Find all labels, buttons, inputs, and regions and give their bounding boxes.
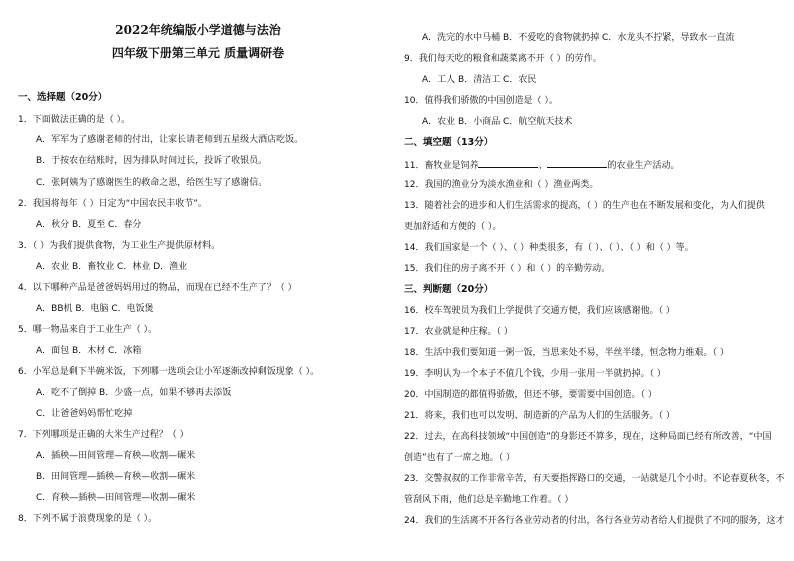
- section-heading-fill: 二、填空题（13分）: [404, 137, 494, 148]
- question-1-option-b: B．于按农在结账时，因为排队时间过长，投诉了收银员。: [36, 156, 268, 166]
- question-21: 21．将来，我们也可以发明、制造新的产品为人们的生活服务。（ ）: [404, 411, 675, 421]
- question-23-line2: 管刮风下雨，他们总是辛勤地工作着。（ ）: [404, 495, 574, 505]
- question-23-line1: 23．交警叔叔的工作非常辛苦，有天要指挥路口的交通，一站就是几个小时。不论春夏秋冬，不: [404, 474, 785, 484]
- question-7-option-a: A．插秧—田间管理—育秧—收割—碾米: [36, 451, 196, 461]
- question-13-line1: 13．随着社会的进步和人们生活需求的提高，（ ）的生产也在不断发展和变化，为人们提供: [404, 201, 765, 211]
- question-1: 1．下面做法正确的是（ ）。: [18, 115, 131, 125]
- question-3: 3．（ ）为我们提供食物，为工业生产提供原材料。: [18, 241, 221, 251]
- question-9: 9．我们每天吃的粮食和蔬菜离不开（ ）的劳作。: [404, 54, 602, 64]
- question-11-part3: 的农业生产活动。: [607, 161, 680, 171]
- section-heading-choice: 一、选择题（20分）: [18, 92, 108, 103]
- question-18: 18．生活中我们要知道一粥一饭，当思来处不易，半丝半缕，恒念物力维艰。（ ）: [404, 348, 729, 358]
- question-10-options: A．农业 B．小商品 C．航空航天技术: [422, 117, 573, 127]
- section-heading-judge: 三、判断题（20分）: [404, 284, 494, 295]
- question-6: 6．小军总是剩下半碗米饭，下列哪一选项会让小军逐渐改掉剩饭现象（ ）。: [18, 367, 320, 377]
- question-12: 12．我国的渔业分为淡水渔业和（ ）渔业两类。: [404, 180, 599, 190]
- question-4-options: A．BB机 B．电脑 C．电饭煲: [36, 304, 154, 314]
- question-13-line2: 更加舒适和方便的（ ）。: [404, 222, 502, 232]
- question-7-option-b: B．田间管理—插秧—育秧—收割—碾米: [36, 472, 196, 482]
- question-11: [404, 158, 679, 172]
- question-15: 15．我们住的房子离不开（ ）和（ ）的辛勤劳动。: [404, 264, 611, 274]
- answer-blank[interactable]: [478, 158, 538, 168]
- question-11-part2: 、: [538, 161, 548, 171]
- question-5: 5．哪一物品来自于工业生产（ ）。: [18, 325, 158, 335]
- question-22-line2: 创造”也有了一席之地。（ ）: [404, 453, 516, 463]
- question-7: 7．下列哪项是正确的大米生产过程？（ ）: [18, 430, 189, 440]
- question-8: 8．下列不属于浪费现象的是（ ）。: [18, 514, 158, 524]
- question-6-options-ab: A．吃不了倒掉 B．少盛一点，如果不够再去添饭: [36, 388, 232, 398]
- question-11-part1: 11．畜牧业是饲养: [404, 161, 479, 171]
- question-1-option-a: A．军军为了感谢老师的付出，让家长请老师到五星级大酒店吃饭。: [36, 135, 304, 145]
- question-4: 4．以下哪种产品是爸爸妈妈用过的物品，而现在已经不生产了？（ ）: [18, 283, 297, 293]
- question-22-line1: 22．过去，在高科技领域“中国创造”的身影还不算多，现在，这种局面已经有所改善，“中国: [404, 432, 772, 442]
- exam-title-line1: 2022年统编版小学道德与法治: [115, 23, 281, 37]
- question-1-option-c: C．张阿姨为了感谢医生的救命之恩，给医生写了感谢信。: [36, 178, 268, 188]
- question-14: 14．我们国家是一个（ ）、（ ）种类很多，有（ ）、（ ）、（ ）和（ ）等。: [404, 243, 694, 253]
- question-20: 20．中国制造的都值得骄傲，但还不够，要需要中国创造。（ ）: [404, 390, 657, 400]
- answer-blank[interactable]: [547, 158, 607, 168]
- question-6-option-c: C．让爸爸妈妈帮忙吃掉: [36, 409, 133, 419]
- question-9-options: A．工人 B．清洁工 C．农民: [422, 75, 537, 85]
- question-2: 2．我国将每年（ ）日定为“中国农民丰收节”。: [18, 199, 207, 209]
- question-10: 10．值得我们骄傲的中国创造是（ ）。: [404, 96, 558, 106]
- question-5-options: A．面包 B．木材 C．冰箱: [36, 346, 142, 356]
- question-24: 24．我们的生活离不开各行各业劳动者的付出，各行各业劳动者给人们提供了不同的服务，这才: [404, 516, 785, 526]
- question-8-options: A．洗完的水中马桶 B．不爱吃的食物就扔掉 C．水龙头不拧紧，导致水一直流: [422, 33, 735, 43]
- question-16: 16．校车驾驶员为我们上学提供了交通方便，我们应该感谢他。（ ）: [404, 306, 675, 316]
- question-7-option-c: C．育秧—插秧—田间管理—收割—碾米: [36, 493, 196, 503]
- exam-title-line2: 四年级下册第三单元 质量调研卷: [111, 46, 285, 60]
- question-3-options: A．农业 B．畜牧业 C．林业 D．渔业: [36, 262, 188, 272]
- question-17: 17．农业就是种庄稼。（ ）: [404, 327, 513, 337]
- question-19: 19．李明认为一个本子不值几个钱，少用一张用一半就扔掉。（ ）: [404, 369, 666, 379]
- question-2-options: A．秋分 B．夏至 C．春分: [36, 220, 142, 230]
